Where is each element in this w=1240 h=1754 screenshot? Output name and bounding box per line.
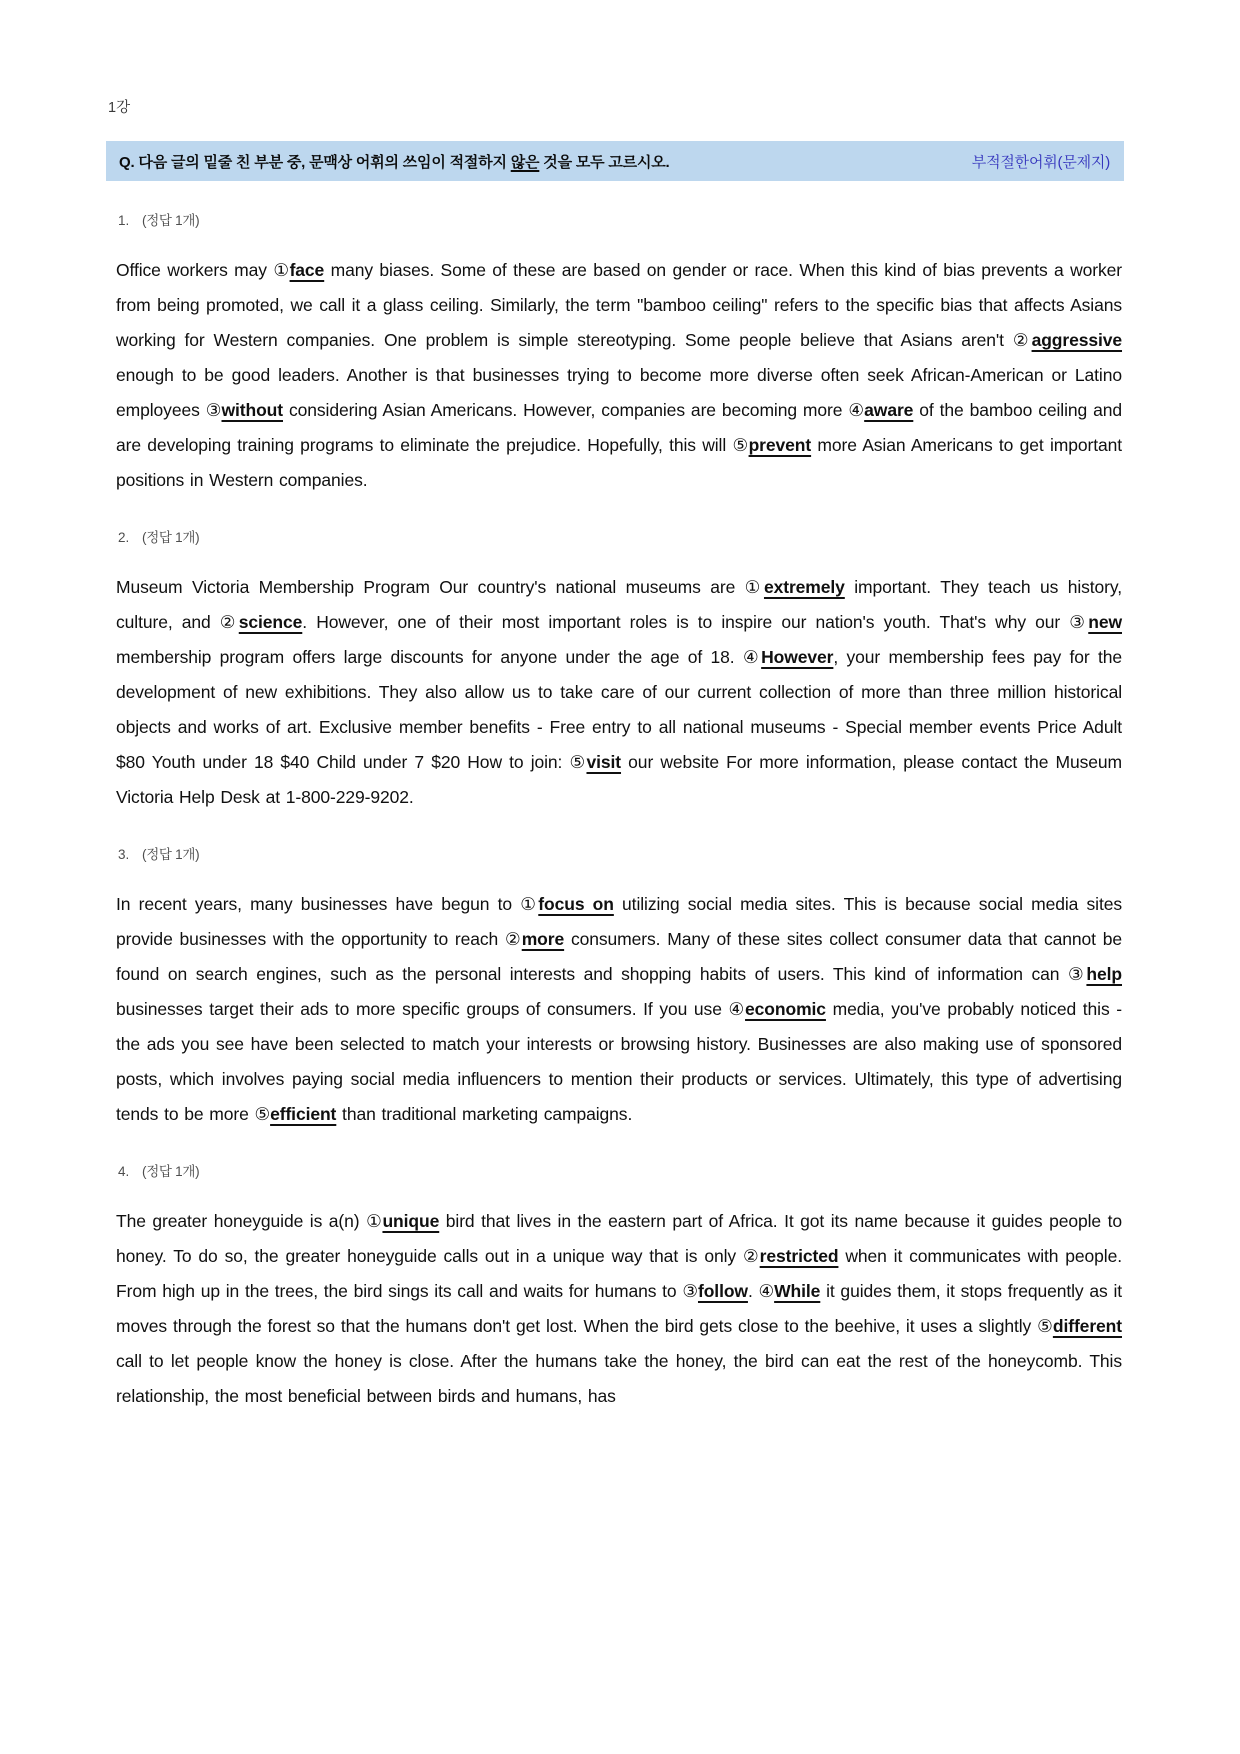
choice-marker: ⑤ [569,752,587,772]
item-number: 1. [118,213,130,228]
item-number: 4. [118,1164,130,1179]
passage-text: bird that lives in the eastern part of Africa. It got its name because it guides people to honey. To do so, the greater honeyguide calls out in a unique way that is only [116,1211,1122,1266]
choice-marker: ④ [728,999,746,1019]
choice-marker: ① [366,1211,383,1231]
item-number: 3. [118,847,130,862]
question-type-tag: 부적절한어휘(문제지) [971,153,1110,171]
item-number: 2. [118,530,130,545]
underlined-word: aggressive [1031,330,1123,350]
choice-marker: ⑤ [1037,1316,1053,1336]
item-label [106,1160,1124,1180]
question-text-underlined: 않은 [510,153,540,171]
underlined-word: visit [586,752,622,772]
items-container [106,209,1124,1414]
item-label [106,209,1124,229]
passage-text: In recent years, many businesses have begun to [116,894,521,914]
underlined-word: science [238,612,303,632]
choice-marker: ① [273,260,290,280]
underlined-word: unique [382,1211,440,1231]
choice-marker: ② [1012,330,1032,350]
choice-marker: ① [520,894,539,914]
passage-text: Office workers may [116,260,274,280]
underlined-word: While [774,1281,821,1301]
underlined-word: extremely [763,577,845,597]
choice-marker: ④ [848,400,865,420]
passage-text: . However, one of their most important roles is to inspire our nation's youth. That's why our [302,612,1070,632]
passage-text: Museum Victoria Membership Program Our country's national museums are [116,577,745,597]
passage-text: considering Asian Americans. However, companies are becoming more [283,400,849,420]
passage-text: The greater honeyguide is a(n) [116,1211,367,1231]
passage-text: utilizing social media sites. This is because social media sites provide businesses with the opportunity to reach [116,894,1122,949]
lesson-label: 1강 [108,100,131,116]
question-text-suffix: 것을 모두 고르시오. [539,153,670,171]
underlined-word: different [1052,1316,1122,1336]
choice-marker: ④ [742,647,762,667]
underlined-word: follow [697,1281,748,1301]
passage-text: more Asian Americans to get important positions in Western companies. [116,435,1122,490]
underlined-word: more [521,929,565,949]
choice-marker: ① [744,577,764,597]
answer-count-note: (정답 1개) [142,213,200,228]
choice-marker: ③ [205,400,222,420]
choice-marker: ③ [1069,612,1089,632]
choice-marker: ⑤ [732,435,749,455]
underlined-word: efficient [270,1104,337,1124]
question-text-prefix: Q. 다음 글의 밑줄 친 부분 중, 문맥상 어휘의 쓰임이 적절하지 [119,153,511,171]
passage-text: it guides them, it stops frequently as it moves through the forest so that the humans don't get lost. When the bird gets close to the beehive, it uses a slightly [116,1281,1122,1336]
passage-text: media, you've probably noticed this - the ads you see have been selected to match your interests or browsing history. Businesses are also making use of sponsored posts, which involves paying social media influencers to mention their products or services. Ultimately, this type of advertising tends to be more [116,999,1123,1124]
passage-text: membership program offers large discounts for anyone under the age of 18. [116,647,743,667]
passage-text: consumers. Many of these sites collect consumer data that cannot be found on search engines, such as the personal interests and shopping habits of users. This kind of information can [116,929,1122,984]
answer-count-note: (정답 1개) [142,1164,200,1179]
choice-marker: ② [505,929,522,949]
choice-marker: ③ [1068,964,1087,984]
passage-text: , your membership fees pay for the development of new exhibitions. They also allow us to take care of our current collection of more than three million historical objects and works of art. Exclusive member benefits - Free entry to all national museums - Special member events Price Adult $80 Youth under 18 $40 Child under 7 $20 How to join: [116,647,1122,772]
underlined-word: help [1086,964,1122,984]
choice-marker: ⑤ [254,1104,271,1124]
passage-paragraph [106,1204,1124,1414]
passage-paragraph [106,887,1124,1132]
passage-text: call to let people know the honey is close. After the humans take the honey, the bird can eat the rest of the honeycomb. This relationship, the most beneficial between birds and humans, has [116,1351,1122,1406]
choice-marker: ② [742,1246,760,1266]
choice-marker: ④ [758,1281,775,1301]
item-label [106,526,1124,546]
answer-count-note: (정답 1개) [142,847,200,862]
passage-text: our website For more information, please contact the Museum Victoria Help Desk at 1-800-229-9202. [116,752,1122,807]
underlined-word: prevent [748,435,812,455]
underlined-word: new [1088,612,1122,632]
underlined-word: without [221,400,283,420]
choice-marker: ③ [682,1281,698,1301]
underlined-word: restricted [759,1246,839,1266]
question-text [119,151,670,172]
item-label [106,843,1124,863]
passage-text: many biases. Some of these are based on gender or race. When this kind of bias prevents a worker from being promoted, we call it a glass ceiling. Similarly, the term "bamboo ceiling" refers to the specific bias that affects Asians working for Western companies. One problem is simple stereotyping. Some people believe that Asians aren't [116,260,1122,350]
passage-text: when it communicates with people. From high up in the trees, the bird sings its call and waits for humans to [116,1246,1122,1301]
underlined-word: economic [745,999,826,1019]
passage-paragraph [106,570,1124,815]
question-bar [106,141,1124,181]
answer-count-note: (정답 1개) [142,530,200,545]
underlined-word: However [761,647,834,667]
passage-text: . [747,1281,759,1301]
passage-text: important. They teach us history, culture, and [116,577,1122,632]
passage-paragraph [106,253,1124,498]
passage-text: than traditional marketing campaigns. [336,1104,633,1124]
underlined-word: face [289,260,325,280]
passage-text: of the bamboo ceiling and are developing training programs to eliminate the prejudice. Hopefully, this will [116,400,1122,455]
passage-text: businesses target their ads to more specific groups of consumers. If you use [116,999,729,1019]
underlined-word: focus on [538,894,614,914]
underlined-word: aware [864,400,914,420]
passage-text: enough to be good leaders. Another is that businesses trying to become more diverse often seek African-American or Latino employees [116,365,1122,420]
choice-marker: ② [219,612,239,632]
